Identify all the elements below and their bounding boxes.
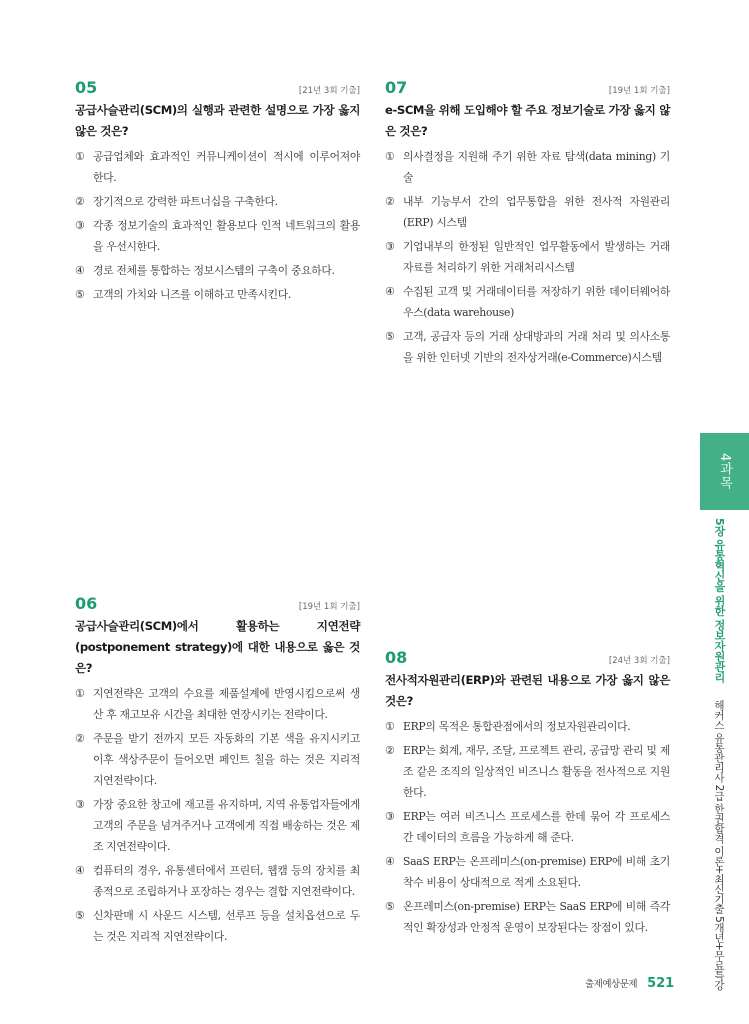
option-marker: ③ — [75, 219, 85, 232]
option-marker: ② — [385, 744, 395, 757]
option-list — [385, 716, 670, 938]
option-text: 각종 정보기술의 효과적인 활용보다 인적 네트워크의 활용을 우선시한다. — [93, 219, 360, 253]
option — [75, 284, 360, 305]
option-text: 신차판매 시 사운드 시스템, 선루프 등을 설치옵션으로 두는 것은 지리적 지연전략이다. — [93, 909, 360, 943]
option — [75, 146, 360, 188]
option — [75, 905, 360, 947]
question-source: [21년 3회 기출] — [298, 86, 360, 96]
option-marker: ④ — [75, 264, 85, 277]
option-marker: ③ — [75, 798, 85, 811]
option-marker: ③ — [385, 810, 395, 823]
option-list — [75, 683, 360, 947]
question-05 — [75, 78, 360, 308]
option-text: ERP의 목적은 통합관점에서의 정보자원관리이다. — [403, 720, 631, 733]
option-text: 내부 기능부서 간의 업무통합을 위한 전사적 자원관리(ERP) 시스템 — [403, 195, 670, 229]
option — [385, 740, 670, 803]
option — [75, 794, 360, 857]
option-marker: ② — [75, 732, 85, 745]
question-title: e-SCM을 위해 도입해야 할 주요 정보기술로 가장 옳지 않은 것은? — [385, 103, 670, 138]
option-text: 기업내부의 한정된 일반적인 업무활동에서 발생하는 거래자료를 처리하기 위한 거래처리시스템 — [403, 240, 670, 274]
question-header — [385, 78, 670, 98]
option — [75, 860, 360, 902]
option-marker: ④ — [75, 864, 85, 877]
question-header — [75, 78, 360, 98]
book-title: 해커스 유통관리사 2급 한권합격 이론+최신기출 5개년+무료특강 — [713, 700, 725, 990]
question-header — [385, 648, 670, 668]
page-number: 521 — [647, 976, 675, 991]
subject-tab — [700, 433, 749, 510]
chapter-title: 5장 유통혁신을 위한 정보자원관리 — [713, 518, 726, 683]
option — [75, 683, 360, 725]
question-number: 06 — [75, 594, 98, 613]
question-source: [19년 1회 기출] — [298, 602, 360, 612]
option-marker: ① — [385, 720, 395, 733]
subject-tab-label: 4과목 — [717, 452, 732, 491]
option-marker: ③ — [385, 240, 395, 253]
question-title: 공급사슬관리(SCM)의 실행과 관련한 설명으로 가장 옳지 않은 것은? — [75, 103, 360, 138]
option-text: SaaS ERP는 온프레미스(on-premise) ERP에 비해 초기 착수 비용이 상대적으로 적게 소요된다. — [403, 855, 670, 889]
option-marker: ① — [385, 150, 395, 163]
option — [385, 146, 670, 188]
option — [385, 806, 670, 848]
option — [75, 215, 360, 257]
option-marker: ① — [75, 687, 85, 700]
footer-label: 출제예상문제 — [585, 979, 638, 990]
question-number: 07 — [385, 78, 408, 97]
option-text: 경로 전체를 통합하는 정보시스템의 구축이 중요하다. — [93, 264, 335, 277]
option — [385, 236, 670, 278]
option-text: 장기적으로 강력한 파트너십을 구축한다. — [93, 195, 278, 208]
question-source: [24년 3회 기출] — [608, 656, 670, 666]
option — [385, 716, 670, 737]
question-header — [75, 594, 360, 614]
option — [385, 851, 670, 893]
option-text: 공급업체와 효과적인 커뮤니케이션이 적시에 이루어져야 한다. — [93, 150, 360, 184]
option — [75, 728, 360, 791]
question-08 — [385, 648, 670, 941]
option-marker: ① — [75, 150, 85, 163]
page-footer — [585, 976, 674, 991]
option — [385, 281, 670, 323]
option-text: 컴퓨터의 경우, 유통센터에서 프린터, 웹캠 등의 장치를 최종적으로 조립하거나 포장하는 경우는 결합 지연전략이다. — [93, 864, 360, 898]
question-07 — [385, 78, 670, 371]
option — [75, 260, 360, 281]
question-06 — [75, 594, 360, 950]
option-text: 고객, 공급자 등의 거래 상대방과의 거래 처리 및 의사소통을 위한 인터넷 기반의 전자상거래(e-Commerce)시스템 — [403, 330, 670, 364]
option-marker: ⑤ — [75, 909, 85, 922]
option-list — [385, 146, 670, 368]
option-text: 의사결정을 지원해 주기 위한 자료 탐색(data mining) 기술 — [403, 150, 670, 184]
option — [385, 191, 670, 233]
option-marker: ② — [385, 195, 395, 208]
question-number: 08 — [385, 648, 408, 667]
option — [385, 326, 670, 368]
question-source: [19년 1회 기출] — [608, 86, 670, 96]
option-text: ERP는 여러 비즈니스 프로세스를 한데 묶어 각 프로세스 간 데이터의 흐름을 가능하게 해 준다. — [403, 810, 670, 844]
question-number: 05 — [75, 78, 98, 97]
option-marker: ⑤ — [385, 900, 395, 913]
question-title: 공급사슬관리(SCM)에서 활용하는 지연전략(postponement strategy)에 대한 내용으로 옳은 것은? — [75, 619, 360, 675]
option-marker: ⑤ — [385, 330, 395, 343]
option-marker: ④ — [385, 285, 395, 298]
option-text: 주문을 받기 전까지 모든 자동화의 기본 색을 유지시키고 이후 색상주문이 들어오면 페인트 칠을 하는 것은 지리적 지연전략이다. — [93, 732, 360, 787]
option-text: 지연전략은 고객의 수요를 제품설계에 반영시킴으로써 생산 후 재고보유 시간을 최대한 연장시키는 전략이다. — [93, 687, 360, 721]
option-marker: ② — [75, 195, 85, 208]
option-text: 온프레미스(on-premise) ERP는 SaaS ERP에 비해 즉각적인 확장성과 안정적 운영이 보장된다는 장점이 있다. — [403, 900, 670, 934]
question-title: 전사적자원관리(ERP)와 관련된 내용으로 가장 옳지 않은 것은? — [385, 673, 670, 708]
option-text: 수집된 고객 및 거래데이터를 저장하기 위한 데이터웨어하우스(data warehouse) — [403, 285, 670, 319]
option — [385, 896, 670, 938]
option-marker: ⑤ — [75, 288, 85, 301]
option-marker: ④ — [385, 855, 395, 868]
option — [75, 191, 360, 212]
option-text: ERP는 회계, 재무, 조달, 프로젝트 관리, 공급망 관리 및 제조 같은 조직의 일상적인 비즈니스 활동을 전사적으로 지원한다. — [403, 744, 670, 799]
option-text: 가장 중요한 창고에 재고를 유지하며, 지역 유통업자들에게 고객의 주문을 넘겨주거나 고객에게 직접 배송하는 것은 제조 지연전략이다. — [93, 798, 360, 853]
option-list — [75, 146, 360, 305]
option-text: 고객의 가치와 니즈를 이해하고 만족시킨다. — [93, 288, 291, 301]
